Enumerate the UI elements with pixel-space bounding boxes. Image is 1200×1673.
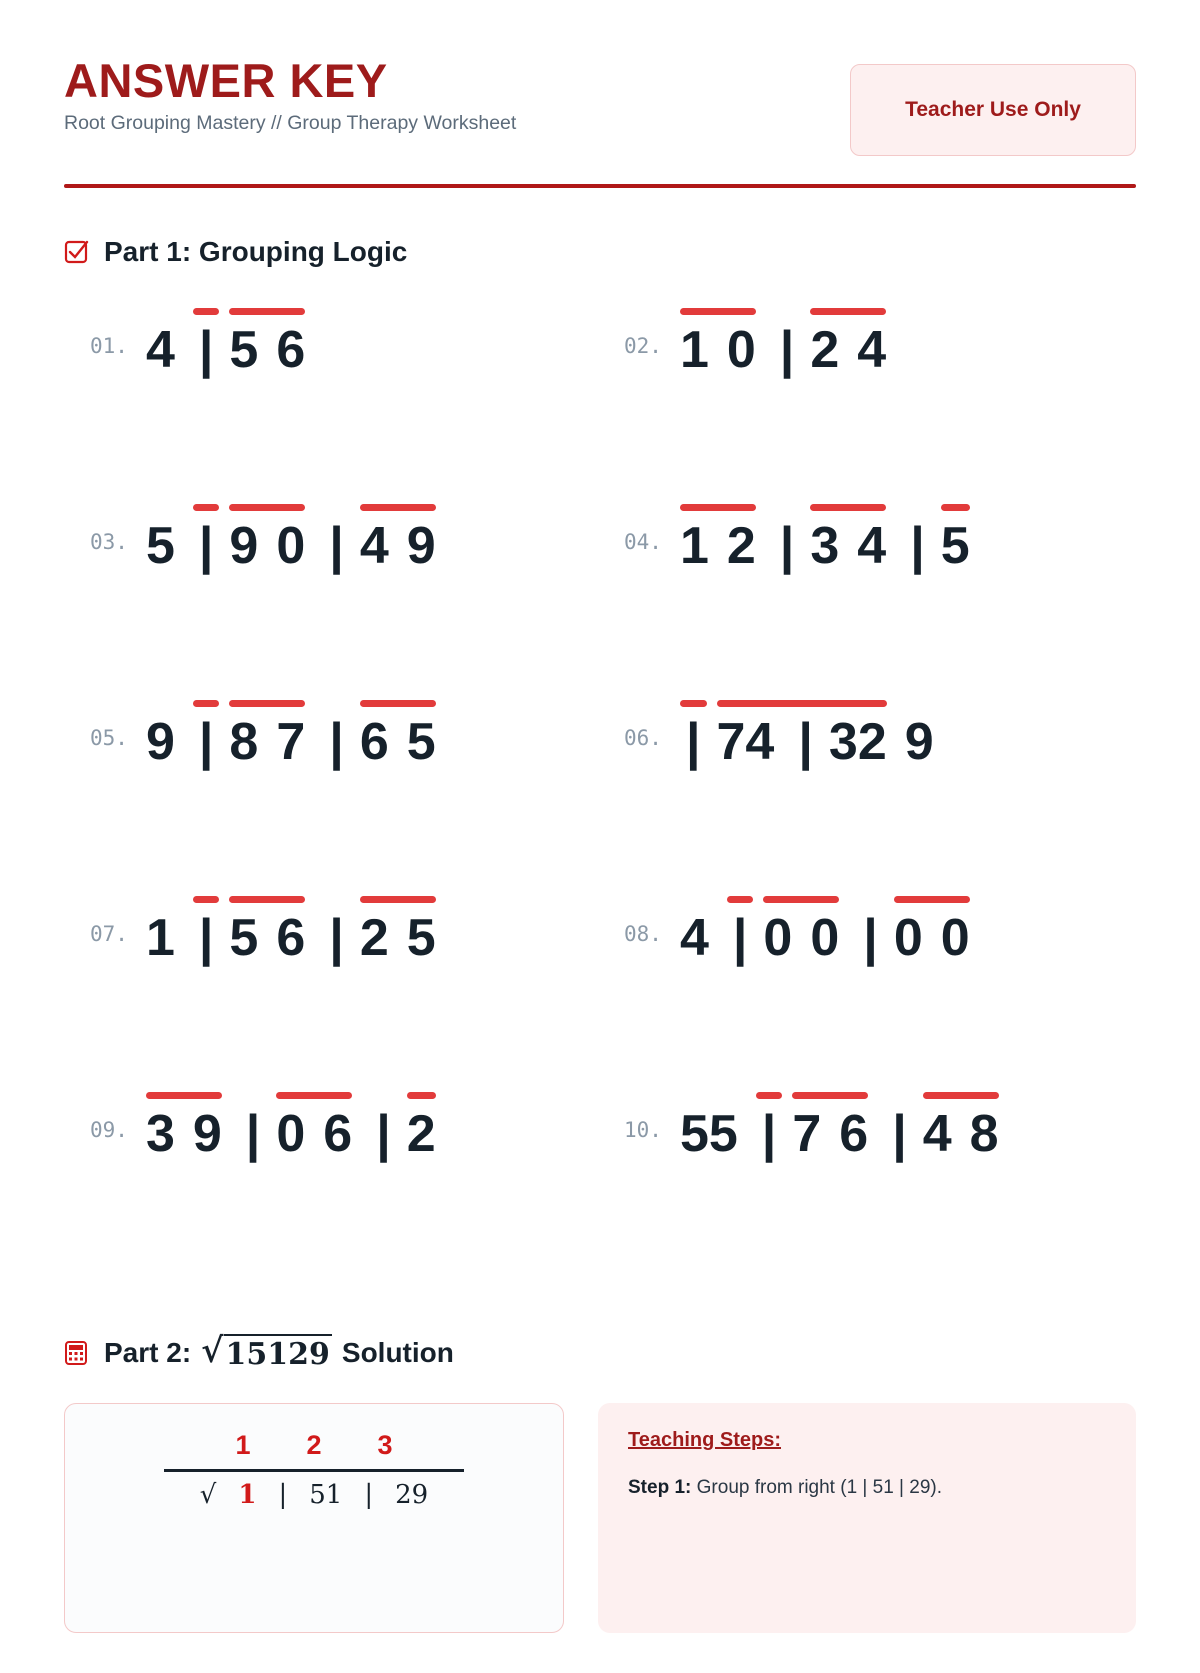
grouping-bar	[680, 308, 756, 315]
problem-row	[64, 308, 1136, 504]
digit: 2	[406, 1105, 436, 1163]
digit: 3	[145, 1105, 175, 1163]
problem-number: 01.	[90, 334, 128, 358]
grouping-bar	[360, 896, 436, 903]
problem-digits	[145, 308, 323, 379]
digit: 0	[726, 321, 756, 379]
problem-digits	[145, 896, 454, 967]
digit: 3	[810, 517, 840, 575]
group-separator: |	[892, 1105, 907, 1163]
digit: 55	[679, 1105, 738, 1163]
dividend-group-3: 29	[395, 1479, 429, 1510]
digit: 9	[904, 713, 934, 771]
problem-number: 03.	[90, 530, 128, 554]
grouping-bar	[229, 700, 305, 707]
digit: 8	[969, 1105, 999, 1163]
digit: 2	[810, 321, 840, 379]
group-separator: |	[329, 713, 344, 771]
digit: 4	[679, 909, 709, 967]
grouping-bar	[360, 504, 436, 511]
part1-title: Part 1: Grouping Logic	[104, 236, 408, 267]
step-label: Step 1:	[628, 1476, 692, 1498]
digit: 4	[922, 1105, 952, 1163]
grouping-bar	[894, 896, 970, 903]
digit: 6	[323, 1105, 353, 1163]
digit: 7	[792, 1105, 822, 1163]
group-separator: |	[198, 713, 214, 771]
problem-02	[624, 308, 1184, 379]
group-separator: |	[779, 517, 795, 575]
problem-01	[64, 308, 624, 379]
header	[64, 56, 1136, 156]
problem-number: 06.	[624, 726, 662, 750]
long-division-card	[64, 1403, 564, 1633]
problem-08	[624, 896, 1184, 967]
digit: 0	[276, 517, 306, 575]
digit: 0	[276, 1105, 306, 1163]
grouping-bar	[229, 504, 305, 511]
grouping-bar	[763, 896, 839, 903]
grouping-bar	[680, 504, 756, 511]
problem-number: 04.	[624, 530, 662, 554]
grouping-bar	[193, 504, 220, 511]
radical-symbol: √	[199, 1479, 217, 1510]
division-bar	[164, 1469, 464, 1472]
group-separator: |	[863, 909, 878, 967]
step-text: Group from right (1 | 51 | 29).	[696, 1476, 942, 1498]
radical-symbol: √	[201, 1331, 224, 1371]
group-separator: |	[798, 713, 813, 771]
digit: 5	[406, 909, 436, 967]
problem-10	[624, 1092, 1184, 1163]
problem-03	[64, 504, 624, 575]
part1-heading	[64, 236, 1136, 268]
quotient-digit: 3	[377, 1429, 393, 1460]
problem-digits	[145, 700, 454, 771]
calculator-icon	[64, 1340, 90, 1366]
problem-row	[64, 896, 1136, 1092]
grouping-bar	[810, 504, 886, 511]
digit: 5	[940, 517, 970, 575]
grouping-bar	[717, 700, 887, 707]
digit: 5	[229, 321, 259, 379]
grouping-bar	[229, 896, 305, 903]
title-block	[64, 56, 850, 137]
grouping-bar	[407, 1092, 436, 1099]
dividend-group-1: 1	[238, 1479, 257, 1510]
radical-expression	[201, 1331, 332, 1373]
digit: 1	[145, 909, 175, 967]
grouping-bar	[923, 1092, 999, 1099]
problem-number: 08.	[624, 922, 662, 946]
group-separator: |	[198, 321, 214, 379]
page-subtitle: Root Grouping Mastery // Group Therapy Worksheet	[64, 112, 517, 135]
problem-row	[64, 504, 1136, 700]
grouping-bar	[727, 896, 754, 903]
digit: 9	[229, 517, 259, 575]
digit: 6	[276, 321, 306, 379]
digit: 9	[145, 713, 175, 771]
digit: 7	[276, 713, 306, 771]
quotient-row	[95, 1430, 533, 1461]
digit: 32	[828, 713, 887, 771]
group-separator: |	[245, 1105, 261, 1163]
problem-digits	[680, 700, 952, 771]
digit: 0	[763, 909, 793, 967]
teaching-steps-title: Teaching Steps:	[628, 1428, 781, 1451]
problem-digits	[145, 504, 454, 575]
grouping-problems	[64, 308, 1136, 1288]
grouping-bar	[146, 1092, 222, 1099]
digit: 4	[145, 321, 175, 379]
digit: 4	[857, 321, 887, 379]
dividend-separator: |	[364, 1479, 374, 1510]
group-separator: |	[761, 1105, 777, 1163]
digit: 1	[679, 321, 709, 379]
group-separator: |	[198, 909, 214, 967]
group-separator: |	[779, 321, 795, 379]
digit: 0	[940, 909, 970, 967]
quotient-digit: 1	[235, 1429, 251, 1460]
grouping-bar	[229, 308, 305, 315]
problem-digits	[679, 896, 988, 967]
problem-row	[64, 1092, 1136, 1288]
quotient-digit: 2	[306, 1429, 322, 1460]
digit: 4	[857, 517, 887, 575]
digit: 6	[839, 1105, 869, 1163]
problem-number: 05.	[90, 726, 128, 750]
group-separator: |	[910, 517, 925, 575]
grouping-bar	[193, 896, 220, 903]
problem-row	[64, 700, 1136, 896]
digit: 5	[229, 909, 259, 967]
digit: 6	[359, 713, 389, 771]
problem-06	[624, 700, 1184, 771]
digit: 9	[406, 517, 436, 575]
group-separator: |	[198, 517, 214, 575]
digit: 4	[359, 517, 389, 575]
dividend-group-2: 51	[309, 1479, 343, 1510]
problem-digits	[679, 504, 988, 575]
problem-digits	[679, 1092, 1017, 1163]
digit: 74	[716, 713, 775, 771]
dividend-separator: |	[278, 1479, 288, 1510]
part2-title-suffix: Solution	[341, 1337, 454, 1369]
group-separator: |	[732, 909, 748, 967]
grouping-bar	[193, 308, 220, 315]
digit: 0	[810, 909, 840, 967]
problem-digits	[145, 1092, 454, 1163]
grouping-bar	[941, 504, 970, 511]
problem-number: 10.	[624, 1118, 662, 1142]
problem-number: 07.	[90, 922, 128, 946]
checkbox-icon	[64, 239, 90, 265]
problem-number: 02.	[624, 334, 662, 358]
grouping-bar	[810, 308, 886, 315]
grouping-bar	[792, 1092, 868, 1099]
problem-05	[64, 700, 624, 771]
grouping-bar	[680, 700, 707, 707]
problem-digits	[679, 308, 904, 379]
grouping-bar	[276, 1092, 352, 1099]
problem-09	[64, 1092, 624, 1163]
page-title: ANSWER KEY	[64, 54, 388, 107]
digit: 2	[359, 909, 389, 967]
grouping-bar	[360, 700, 436, 707]
teacher-use-only-badge: Teacher Use Only	[850, 64, 1136, 156]
digit: 0	[893, 909, 923, 967]
teaching-step	[628, 1474, 1106, 1502]
part2-body	[64, 1403, 1136, 1633]
group-separator: |	[685, 713, 701, 771]
part2-title	[104, 1331, 454, 1373]
grouping-bar	[756, 1092, 783, 1099]
header-divider	[64, 184, 1136, 188]
group-separator: |	[329, 517, 344, 575]
digit: 2	[726, 517, 756, 575]
radicand: 15129	[224, 1334, 332, 1373]
digit: 5	[406, 713, 436, 771]
digit: 5	[145, 517, 175, 575]
problem-07	[64, 896, 624, 967]
digit: 6	[276, 909, 306, 967]
grouping-bar	[193, 700, 220, 707]
problem-04	[624, 504, 1184, 575]
digit: 9	[192, 1105, 222, 1163]
part2-heading	[64, 1331, 1136, 1373]
teaching-steps-card	[598, 1403, 1136, 1633]
group-separator: |	[329, 909, 344, 967]
problem-number: 09.	[90, 1118, 128, 1142]
digit: 8	[229, 713, 259, 771]
group-separator: |	[376, 1105, 391, 1163]
part2-title-prefix: Part 2:	[104, 1337, 192, 1369]
division-dividend-row	[95, 1480, 533, 1510]
digit: 1	[679, 517, 709, 575]
